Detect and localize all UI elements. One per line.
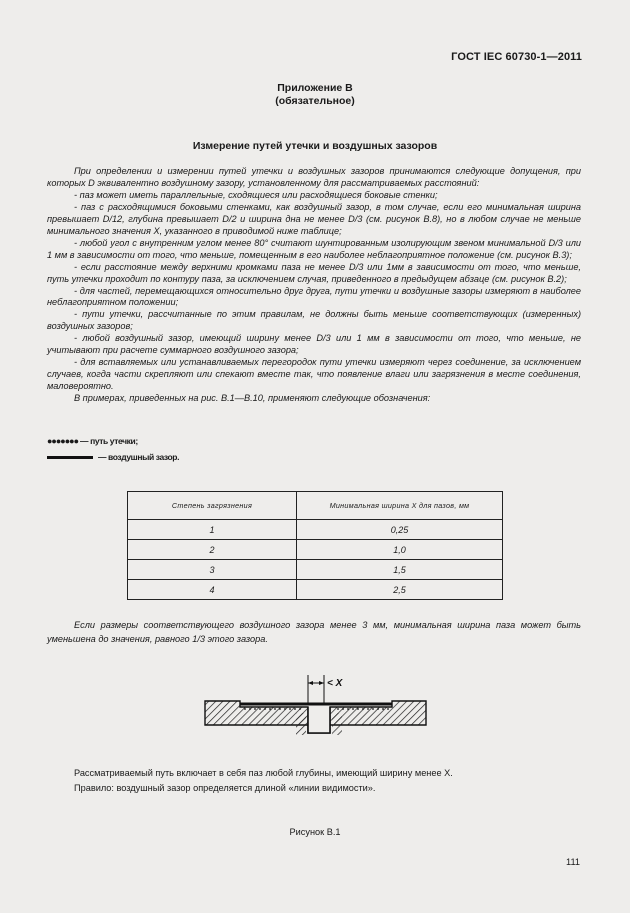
legend-creepage xyxy=(47,436,138,446)
table-header-row xyxy=(128,492,503,520)
paragraph: - для вставляемых или устанавливаемых перегородок пути утечки измеряют через соединение, за исключением случаев, когда части скрепляют или спекают вместе так, что появление влаги или загрязнения в месте соединения, маловероятно. xyxy=(47,357,581,392)
paragraph: Если размеры соответствующего воздушного зазора менее 3 мм, минимальная ширина паза может быть уменьшена до значения, равного 1/3 этого зазора. xyxy=(47,620,581,644)
annex-title: Приложение В xyxy=(277,82,353,94)
figure-b1-diagram xyxy=(200,667,430,745)
paragraph: - любой угол с внутренним углом менее 80° считают шунтированным изолирующим звеном минимальной D/3 или 1 мм в зависимости от того, что меньше, помещенным в его наиболее неблагоприятное положение (см. рисунок В.3); xyxy=(47,237,581,260)
paragraph: - для частей, перемещающихся относительно друг друга, пути утечки и воздушные зазоры измеряют в наиболее неблагоприятном положении; xyxy=(47,285,581,308)
paragraph: - любой воздушный зазор, имеющий ширину менее D/3 или 1 мм в зависимости от того, что меньше, не учитывают при расчете суммарного воздушного зазора; xyxy=(47,333,581,356)
table-cell: 1,0 xyxy=(297,540,503,560)
table-row xyxy=(128,580,503,600)
paragraph: В примерах, приведенных на рис. В.1—В.10, применяют следующие обозначения: xyxy=(74,393,431,404)
paragraph: При определении и измерении путей утечки и воздушных зазоров принимаются следующие допущения, при которых D эквивалентно воздушному зазору, установленному для рассматриваемых расстояний: xyxy=(47,166,581,188)
clearance-label: — воздушный зазор. xyxy=(97,452,180,462)
paragraph: - если расстояние между верхними кромками паза не менее D/3 или 1мм в зависимости от того, что меньше, путь утечки проходит по контуру паза, за исключением случая, приведенного в предыдущем абзаце (см. рисунок В.2); xyxy=(47,261,581,284)
paragraph: - паз может иметь параллельные, сходящиеся или расходящиеся боковые стенки; xyxy=(74,189,438,200)
table-header-cell: Степень загрязнения xyxy=(128,492,297,520)
table-cell: 1,5 xyxy=(297,560,503,580)
paragraph: - паз с расходящимися боковыми стенками, как воздушный зазор, в том случае, если его минимальная ширина превышает D/12, глубина превышает D/2 и ширина дна не менее D/3 (см. рисунок В.8), но в любом случае не меньше минимального значения X, указанного в приводимой ниже таблице; xyxy=(47,201,581,236)
creepage-symbol: ●●●●●●● xyxy=(47,436,79,446)
table-cell: 1 xyxy=(128,520,297,540)
clearance-line-icon xyxy=(47,456,93,459)
caption-line: Рассматриваемый путь включает в себя паз любой глубины, имеющий ширину менее X. xyxy=(74,768,453,778)
standard-header: ГОСТ IEC 60730-1—2011 xyxy=(451,51,582,63)
table-row xyxy=(128,520,503,540)
groove-outline xyxy=(308,707,330,733)
table-row xyxy=(128,560,503,580)
page-number: 111 xyxy=(566,857,580,867)
table-cell: 3 xyxy=(128,560,297,580)
table-cell: 4 xyxy=(128,580,297,600)
dimension-label: < X xyxy=(327,678,343,689)
groove-hatch-left xyxy=(296,713,306,735)
annex-status: (обязательное) xyxy=(275,95,355,107)
dimension-arrow-right xyxy=(319,681,324,685)
table-cell: 2,5 xyxy=(297,580,503,600)
pollution-table xyxy=(127,491,503,600)
section-title: Измерение путей утечки и воздушных зазоров xyxy=(192,140,438,152)
table-cell: 2 xyxy=(128,540,297,560)
body-text xyxy=(47,166,581,405)
creepage-label: — путь утечки; xyxy=(80,436,138,446)
groove-hatch-right xyxy=(332,713,342,735)
dimension-arrow-left xyxy=(308,681,313,685)
after-table-text xyxy=(47,618,581,646)
figure-caption xyxy=(74,766,453,796)
table-cell: 0,25 xyxy=(297,520,503,540)
figure-label: Рисунок В.1 xyxy=(289,827,341,837)
annex-heading xyxy=(0,82,630,108)
paragraph: - пути утечки, рассчитанные по этим правилам, не должны быть меньше соответствующих (измеренных) воздушных зазоров; xyxy=(47,309,581,332)
caption-line: Правило: воздушный зазор определяется длиной «линии видимости». xyxy=(74,783,376,793)
table-row xyxy=(128,540,503,560)
table-header-cell: Минимальная ширина X для пазов, мм xyxy=(297,492,503,520)
legend-clearance xyxy=(47,452,179,462)
